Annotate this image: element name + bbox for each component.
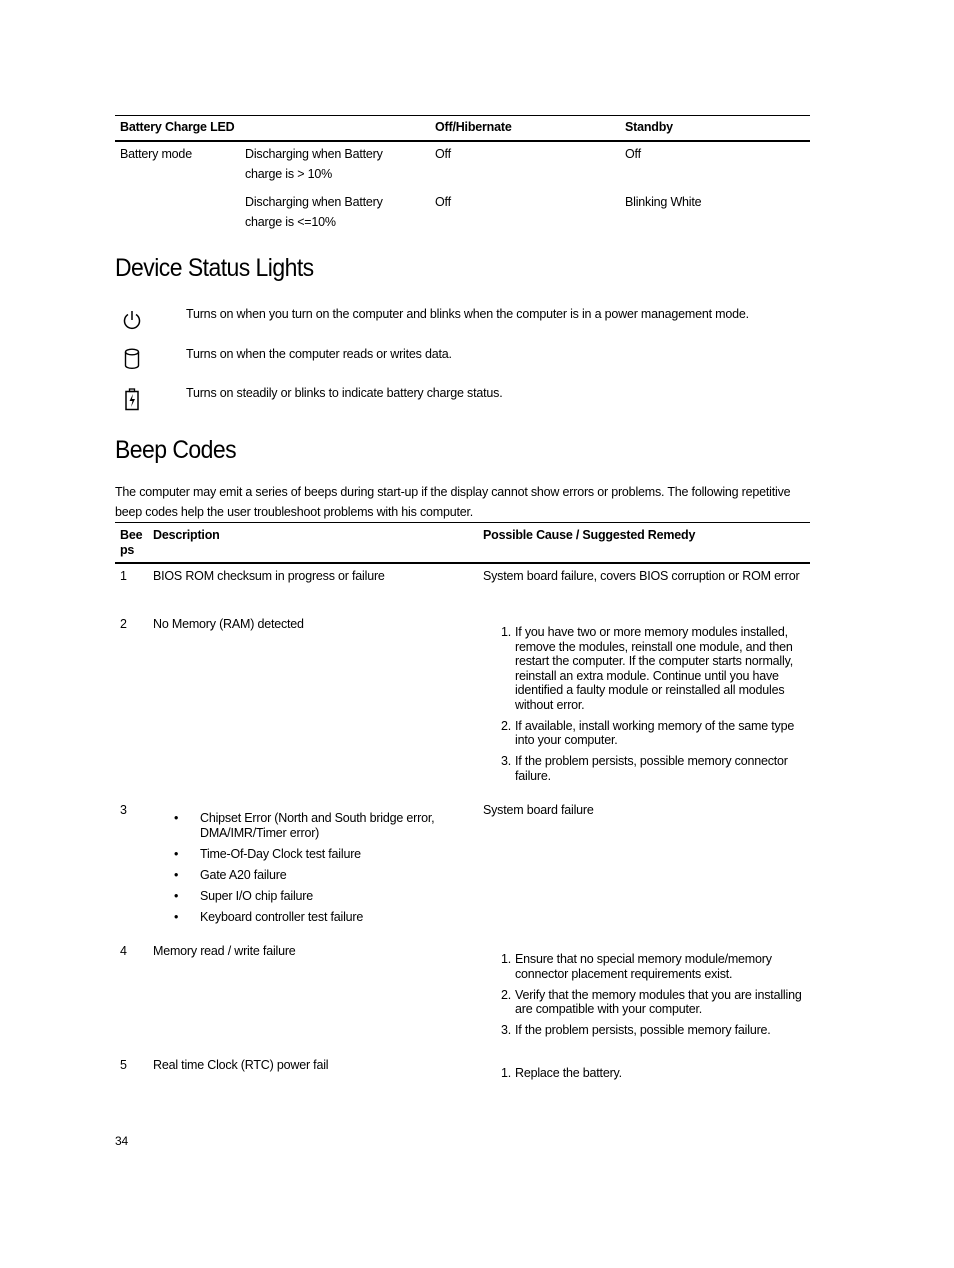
beep-row-2-beeps: 2: [120, 617, 127, 631]
beep-row-4-beeps: 4: [120, 944, 127, 958]
beep-row-5-remedy-list: [484, 1066, 810, 1087]
beep-row-1-remedy: System board failure, covers BIOS corruption or ROM error: [483, 569, 800, 583]
header-standby: Standby: [625, 120, 673, 134]
list-item: 1. If you have two or more memory modules installed, remove the modules, reinstall one module, and then restart the computer. If the computer starts normally, reinstall an extra module. Continue until you have identified a faulty module or reinstalled all modules without error.: [501, 625, 793, 712]
beep-codes-title: Beep Codes: [115, 436, 237, 464]
list-item: • Super I/O chip failure: [174, 888, 314, 903]
row2-off-hibernate: Off: [435, 195, 451, 209]
beep-codes-intro: The computer may emit a series of beeps during start-up if the display cannot show errors or problems. The following repetitive beep codes help the user troubleshoot problems with his computer.: [115, 485, 791, 519]
beep-row-5-description: Real time Clock (RTC) power fail: [153, 1058, 329, 1072]
power-light-text: Turns on when you turn on the computer and blinks when the computer is in a power management mode.: [186, 307, 749, 321]
list-item: 1. Ensure that no special memory module/memory connector placement requirements exist.: [501, 952, 772, 981]
power-icon: [122, 309, 142, 331]
list-item: 3. If the problem persists, possible memory connector failure.: [501, 754, 788, 783]
list-item: • Keyboard controller test failure: [174, 909, 364, 924]
beep-table-header-rule: [115, 562, 810, 564]
header-beeps-line1: Bee: [120, 528, 143, 542]
list-item: 1. Replace the battery.: [501, 1066, 622, 1080]
beep-row-1-beeps: 1: [120, 569, 127, 583]
list-item: 3. If the problem persists, possible memory failure.: [501, 1023, 771, 1037]
hard-drive-icon: [124, 348, 140, 370]
row1-standby: Off: [625, 147, 641, 161]
header-off-hibernate: Off/Hibernate: [435, 120, 512, 134]
list-item: 2. If available, install working memory of the same type into your computer.: [501, 718, 795, 747]
battery-light-text: Turns on steadily or blinks to indicate battery charge status.: [186, 386, 503, 400]
table-top-rule: [115, 115, 810, 116]
beep-table-top-rule: [115, 522, 810, 523]
table-header-rule: [115, 140, 810, 142]
list-item: • Chipset Error (North and South bridge error, DMA/IMR/Timer error): [174, 811, 435, 840]
list-item: • Gate A20 failure: [174, 867, 287, 882]
page-number: 34: [115, 1134, 128, 1148]
device-status-title: Device Status Lights: [115, 254, 314, 282]
row1-condition: Discharging when Battery charge is > 10%: [245, 147, 383, 181]
beep-row-4-description: Memory read / write failure: [153, 944, 296, 958]
drive-light-text: Turns on when the computer reads or writes data.: [186, 347, 452, 361]
header-description: Description: [153, 528, 220, 542]
list-item: 2. Verify that the memory modules that you are installing are compatible with your computer.: [501, 987, 802, 1016]
beep-row-3-beeps: 3: [120, 803, 127, 817]
header-beeps: [120, 528, 142, 557]
header-beeps-line2: ps: [120, 542, 135, 557]
battery-icon: [124, 388, 140, 412]
beep-row-2-remedy-list: [484, 625, 810, 790]
header-battery-charge-led: Battery Charge LED: [120, 120, 235, 134]
beep-row-3-description-list: [153, 811, 463, 931]
beep-row-3-remedy: System board failure: [483, 803, 594, 817]
row2-standby: Blinking White: [625, 195, 702, 209]
list-item: • Time-Of-Day Clock test failure: [174, 846, 361, 861]
header-remedy: Possible Cause / Suggested Remedy: [483, 528, 696, 542]
beep-row-2-description: No Memory (RAM) detected: [153, 617, 304, 631]
beep-row-1-description: BIOS ROM checksum in progress or failure: [153, 569, 385, 583]
battery-mode-label: Battery mode: [120, 147, 192, 161]
row2-condition: Discharging when Battery charge is <=10%: [245, 195, 383, 229]
row1-off-hibernate: Off: [435, 147, 451, 161]
beep-row-5-beeps: 5: [120, 1058, 127, 1072]
beep-row-4-remedy-list: [484, 952, 810, 1044]
